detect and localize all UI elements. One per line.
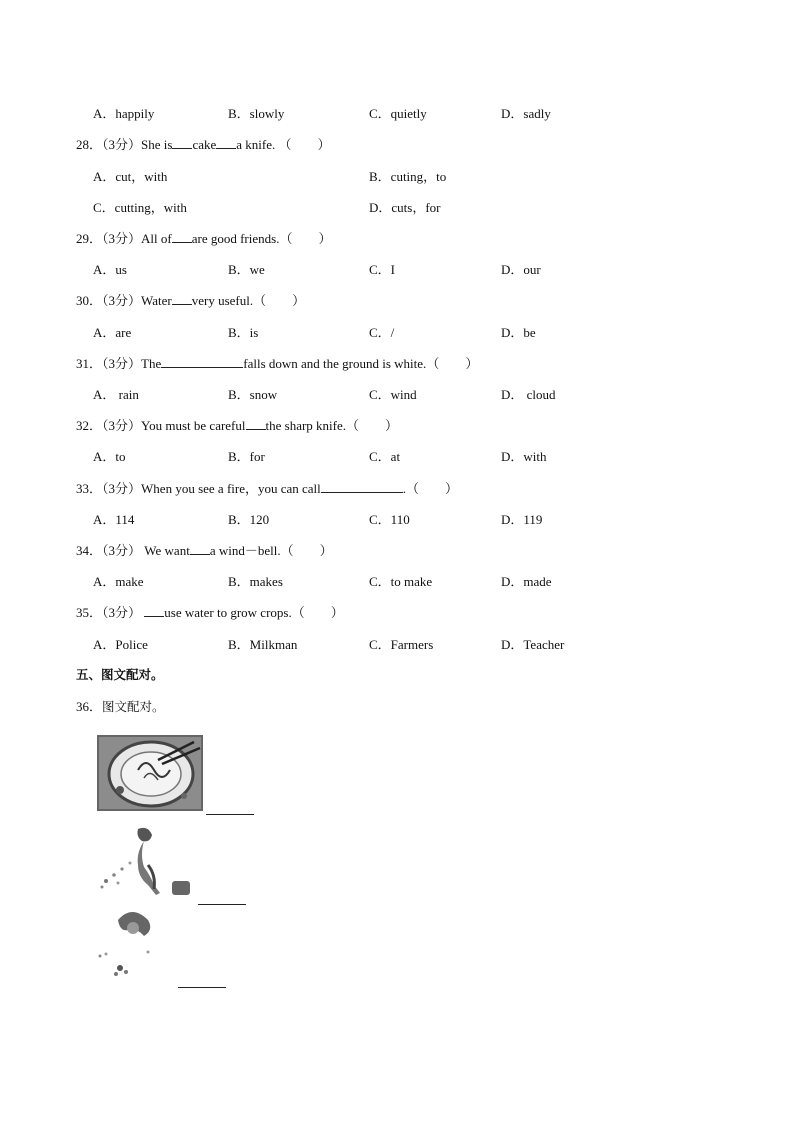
q28-option-a: A．cut，with — [93, 169, 168, 184]
child-figure-image — [96, 908, 176, 986]
question-32: 32．（3分）You must be careful the sharp knife.（ ） — [76, 418, 399, 433]
answer-blank — [246, 417, 266, 430]
q31-option-c: C．wind — [369, 387, 417, 402]
q35-option-d: D．Teacher — [501, 637, 565, 652]
q27-option-b: B．slowly — [228, 106, 285, 121]
q30-option-a: A．are — [93, 325, 132, 340]
q34-option-b: B．makes — [228, 574, 283, 589]
q34-option-c: C．to make — [369, 574, 433, 589]
q35-option-b: B．Milkman — [228, 637, 298, 652]
q27-option-c: C．quietly — [369, 106, 427, 121]
answer-blank — [190, 542, 210, 555]
answer-line-3 — [178, 987, 226, 988]
question-36: 36．图文配对。 — [76, 699, 165, 714]
q29-option-b: B．we — [228, 262, 265, 277]
q33-option-a: A．114 — [93, 512, 135, 527]
q35-option-c: C．Farmers — [369, 637, 434, 652]
q30-option-c: C．/ — [369, 325, 395, 340]
section-5-title: 五、图文配对。 — [76, 667, 164, 682]
q28-option-c: C．cutting，with — [93, 200, 187, 215]
question-30: 30．（3分）Water very useful.（ ） — [76, 293, 306, 308]
q29-option-d: D．our — [501, 262, 541, 277]
q28-option-d: D．cuts，for — [369, 200, 441, 215]
answer-blank — [216, 136, 236, 149]
q30-option-d: D．be — [501, 325, 536, 340]
answer-line-1 — [206, 814, 254, 815]
q32-option-c: C．at — [369, 449, 401, 464]
q31-option-a: A． rain — [93, 387, 139, 402]
q34-option-d: D．made — [501, 574, 552, 589]
q27-option-a: A．happily — [93, 106, 155, 121]
q32-option-d: D．with — [501, 449, 547, 464]
q33-option-b: B．120 — [228, 512, 270, 527]
q27-option-d: D．sadly — [501, 106, 551, 121]
question-29: 29．（3分）All of are good friends.（ ） — [76, 231, 332, 246]
q34-option-a: A．make — [93, 574, 144, 589]
noodle-plate-image — [96, 730, 206, 812]
answer-blank — [172, 136, 192, 149]
q31-option-b: B．snow — [228, 387, 278, 402]
question-34: 34．（3分） We want a wind－bell.（ ） — [76, 543, 333, 558]
answer-blank — [321, 480, 403, 493]
q33-option-d: D．119 — [501, 512, 543, 527]
q29-option-a: A．us — [93, 262, 127, 277]
question-28: 28．（3分）She is cake a knife. （ ） — [76, 137, 331, 152]
answer-blank — [172, 292, 192, 305]
q30-option-b: B．is — [228, 325, 259, 340]
question-33: 33．（3分）When you see a fire，you can call .（ ） — [76, 481, 459, 496]
q32-option-a: A．to — [93, 449, 126, 464]
person-watering-image — [96, 825, 196, 903]
q28-option-b: B．cuting，to — [369, 169, 447, 184]
q35-option-a: A．Police — [93, 637, 148, 652]
q29-option-c: C．I — [369, 262, 396, 277]
q33-option-c: C．110 — [369, 512, 410, 527]
q32-option-b: B．for — [228, 449, 265, 464]
answer-blank — [172, 230, 192, 243]
answer-blank — [144, 604, 164, 617]
answer-blank — [161, 355, 243, 368]
question-31: 31．（3分）The falls down and the ground is white.（ ） — [76, 356, 479, 371]
question-35: 35．（3分） use water to grow crops.（ ） — [76, 605, 344, 620]
answer-line-2 — [198, 904, 246, 905]
q31-option-d: D． cloud — [501, 387, 556, 402]
